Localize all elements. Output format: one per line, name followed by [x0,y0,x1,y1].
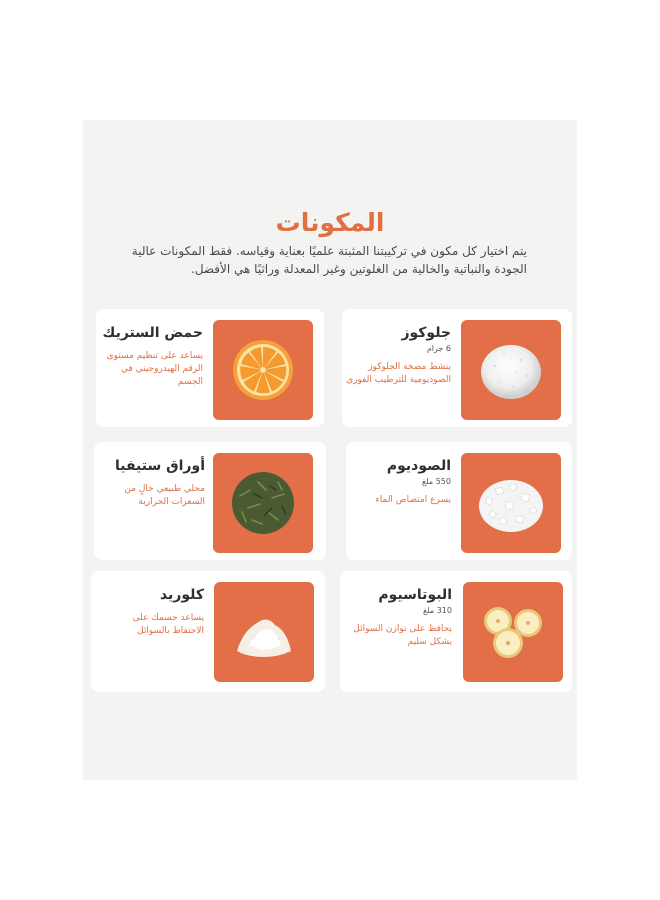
sugar-pile-icon [473,332,549,408]
ingredient-name: البوتاسيوم [378,587,452,603]
orange-slice-icon [231,338,295,402]
ingredient-card-citric-acid [96,309,324,427]
ingredient-amount: 550 ملغ [421,477,451,486]
ingredient-desc: يسرع امتصاص الماء [375,495,451,505]
ingredient-name: الصوديوم [386,458,451,474]
ingredient-desc: يساعد على تنظيم مستوى الرقم الهيدروجيني في الجسم [106,351,203,387]
section-intro: يتم اختيار كل مكون في تركيبتنا المثبتة علميًا بعناية وقياسه. فقط المكونات عالية الجودة والنباتية والخالية من الغلوتين وغير المعدلة وراثيًا هي الأفضل. [131,244,527,276]
ingredient-card-stevia [94,442,326,560]
stevia-leaves-icon [228,468,298,538]
ingredient-image-potassium [463,582,563,682]
ingredient-amount: 310 ملغ [422,606,452,615]
ingredient-name: جلوكوز [401,325,451,341]
ingredient-image-chloride [214,582,314,682]
ingredient-name: أوراق ستيفيا [115,458,205,474]
ingredient-card-potassium [340,571,572,692]
ingredient-card-sodium [346,442,572,560]
ingredient-desc: يحافظ على توازن السوائل بشكل سليم [353,624,452,647]
ingredient-name: حمض الستريك [102,325,203,341]
ingredient-amount: 6 جرام [426,344,451,353]
ingredient-image-glucose [461,320,561,420]
ingredient-desc: يساعد جسمك على الاحتفاظ بالسوائل [132,613,204,636]
salt-pile-icon [472,468,550,538]
ingredient-card-chloride [91,571,325,692]
ingredient-card-glucose [342,309,572,427]
ingredient-image-citric-acid [213,320,313,420]
ingredient-image-sodium [461,453,561,553]
section-title: المكونات [275,208,385,237]
ingredient-desc: ينشط مضخة الجلوكوز الصوديومية للترطيب الفوري [346,362,451,385]
powder-pile-icon [229,601,299,663]
ingredient-image-stevia [213,453,313,553]
ingredient-name: كلوريد [159,587,204,603]
ingredient-desc: محلي طبيعي خالٍ من السعرات الحرارية [124,484,205,507]
banana-slices-icon [478,601,548,663]
